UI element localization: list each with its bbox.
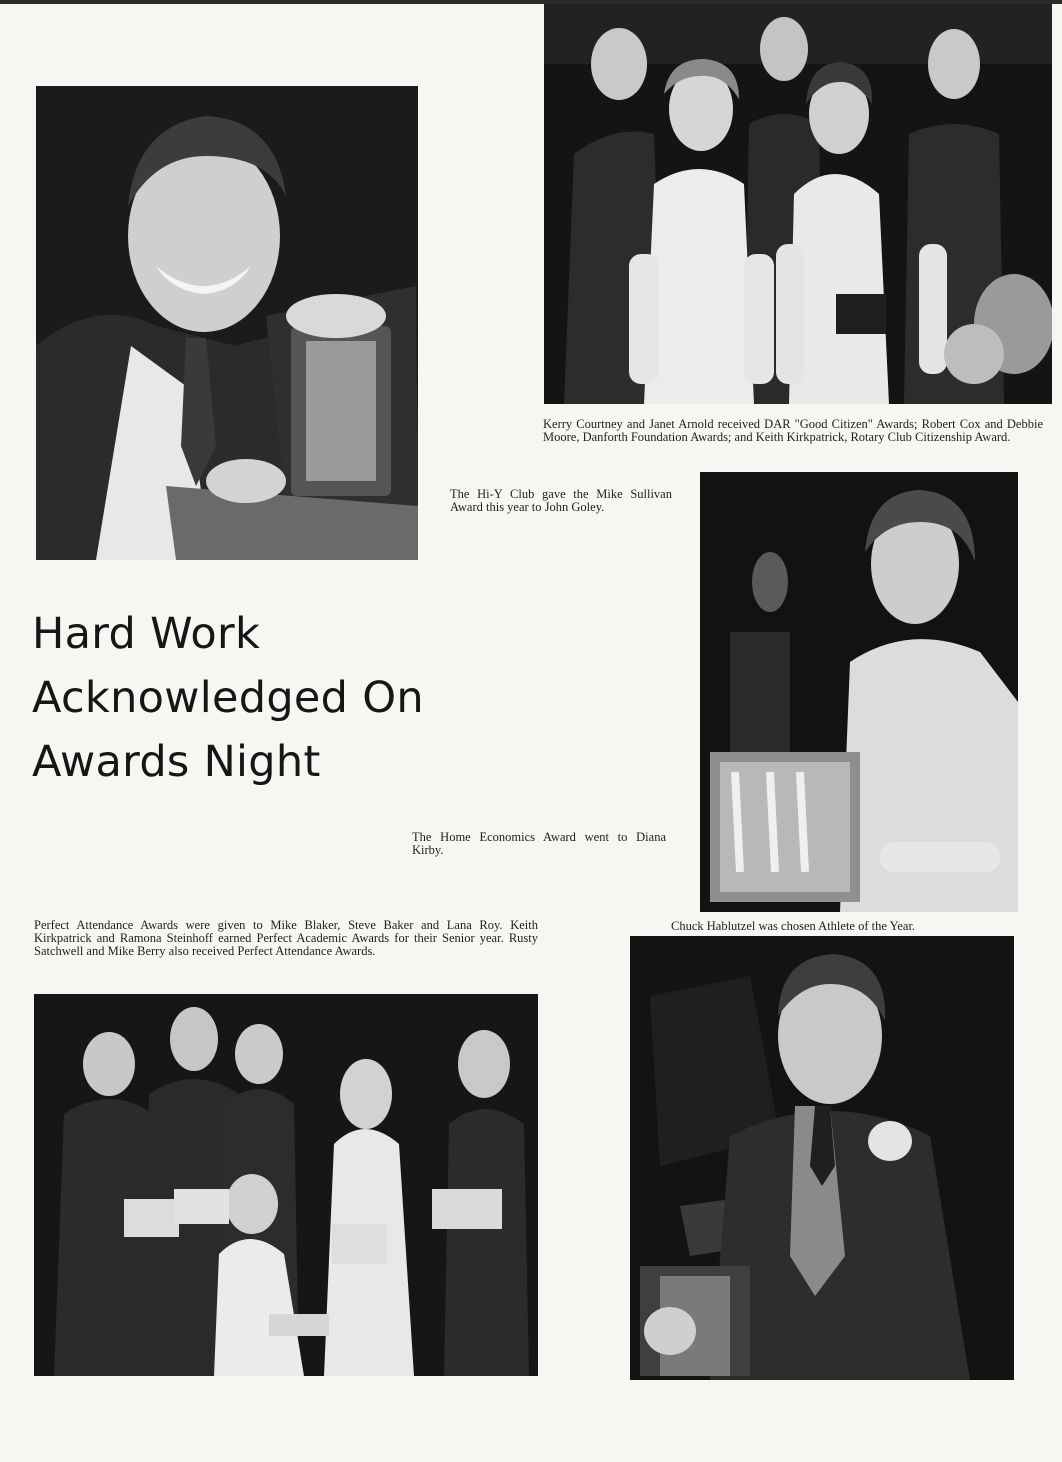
photo-perfect-attendance-group	[34, 994, 538, 1376]
page-title	[32, 602, 472, 794]
caption-hiy-award: The Hi-Y Club gave the Mike Sullivan Award this year to John Goley.	[450, 487, 672, 514]
photo-diana-kirby-home-economics	[700, 472, 1018, 912]
photo-chuck-hablutzel-athlete	[630, 936, 1014, 1380]
headline-line-3: Awards Night	[32, 737, 321, 787]
caption-athlete-of-year: Chuck Hablutzel was chosen Athlete of the Year.	[671, 919, 916, 933]
headline-line-1: Hard Work	[32, 609, 261, 659]
caption-home-economics: The Home Economics Award went to Diana Kirby.	[412, 830, 666, 857]
caption-perfect-attendance: Perfect Attendance Awards were given to Mike Blaker, Steve Baker and Lana Roy. Keith Kirkpatrick and Ramona Steinhoff earned Perfect Academic Awards for their Senior year. Rusty Satchwell and Mike Berry also received Perfect Attendance Awards.	[34, 918, 538, 958]
photo-dar-danforth-rotary-winners	[544, 4, 1052, 404]
caption-dar-awards: Kerry Courtney and Janet Arnold received DAR "Good Citizen" Awards; Robert Cox and Debbie Moore, Danforth Foundation Awards; and Keith Kirkpatrick, Rotary Club Citizenship Award.	[543, 417, 1043, 444]
headline-line-2: Acknowledged On	[32, 673, 424, 723]
photo-john-goley-plaque	[36, 86, 418, 560]
